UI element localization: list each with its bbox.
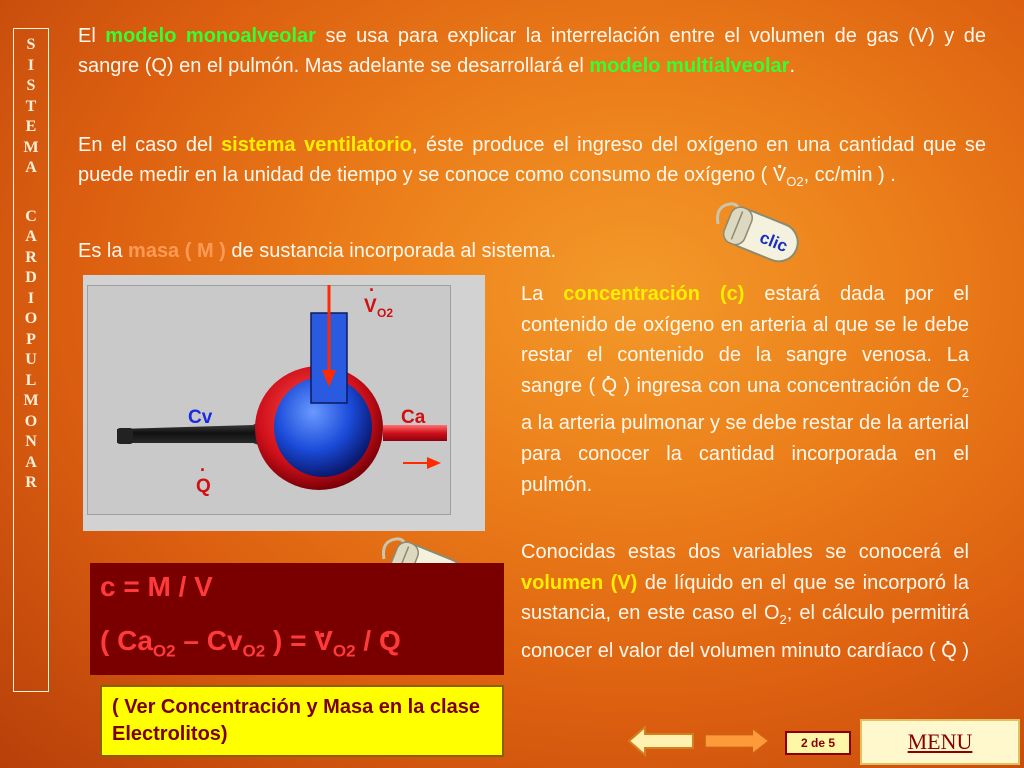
- sidebar-letter: S: [26, 36, 36, 53]
- link-multialveolar: modelo multialveolar: [589, 54, 790, 77]
- svg-text:O2: O2: [377, 306, 394, 320]
- sidebar-letter: I: [27, 289, 35, 307]
- svg-text:.: .: [369, 275, 375, 295]
- sidebar-letter: R: [25, 474, 37, 491]
- formula-line-2: ( $Ca_{O2} - Cv_{O2}$ ) = . $V_{O2}$ / . Q: [100, 625, 401, 662]
- sidebar-title: [13, 28, 49, 692]
- q-label: Q: [196, 476, 211, 497]
- formula-box: [90, 563, 504, 675]
- ventilatory-paragraph: En el caso del sistema ventilatorio, éste produce el ingreso del oxígeno en una cantidad que se puede medir en la unidad de tiempo y se conoce como consumo de oxígeno ( . $V_{O2}$, cc/min ) .: [78, 131, 986, 196]
- sidebar-letter: O: [24, 412, 38, 430]
- sidebar-letter: N: [25, 433, 37, 450]
- sidebar-letter: T: [25, 97, 37, 115]
- volume-paragraph: Conocidas estas dos variables se conocerá el volumen (V) de líquido en el que se incorporó la sustancia, en este caso el $O_2$; el cálculo permitirá conocer el valor del volumen minuto cardíaco ( . Q ): [521, 537, 969, 666]
- menu-button[interactable]: MENU: [860, 719, 1020, 765]
- sidebar-letter: S: [26, 77, 36, 94]
- vo2-label: V: [364, 296, 377, 317]
- clic-label: clic: [757, 227, 791, 257]
- sidebar-letter: U: [25, 351, 37, 368]
- clic-button-1[interactable]: [710, 198, 802, 270]
- term-concentracion: concentración (c): [563, 283, 745, 305]
- term-masa: masa ( M ): [128, 240, 226, 262]
- intro-paragraph: El modelo monoalveolar se usa para explicar la interrelación entre el volumen de gas (V) y de sangre (Q) en el pulmón. Mas adelante se desarrollará el modelo multialveolar.: [78, 25, 987, 77]
- arterial-flow-arrow: [427, 457, 441, 469]
- cv-label: Cv: [188, 407, 213, 428]
- sidebar-letter: A: [25, 159, 37, 176]
- prev-arrow-icon[interactable]: [627, 725, 695, 757]
- term-sistema-ventilatorio: sistema ventilatorio: [221, 134, 412, 156]
- sidebar-letter: C: [25, 207, 37, 225]
- sidebar-letter: L: [25, 371, 37, 389]
- sidebar-letter: I: [27, 56, 35, 74]
- sidebar-letter: R: [25, 248, 37, 266]
- svg-text:.: .: [200, 455, 206, 475]
- sidebar-letter: O: [24, 310, 38, 327]
- sidebar-letter: M: [23, 138, 39, 156]
- mass-paragraph: Es la masa ( M ) de sustancia incorporada al sistema.: [78, 240, 557, 262]
- next-arrow-icon[interactable]: [703, 725, 771, 757]
- concentration-paragraph: La concentración (c) estará dada por el contenido de oxígeno en arteria al que se le debe restar el contenido de la sangre venosa. La sangre ( . Q ) ingresa con una concentración de $O_2$ a la arteria pulmonar y se debe restar de la arterial para conocer la cantidad incorporada en el pulmón.: [521, 279, 969, 500]
- sidebar-letter: D: [25, 269, 37, 286]
- monoalveolar-diagram: [83, 275, 485, 531]
- sidebar-letter: A: [25, 228, 37, 245]
- reference-note: ( Ver Concentración y Masa en la clase Electrolitos): [100, 685, 504, 757]
- ca-label: Ca: [401, 407, 426, 428]
- link-monoalveolar: modelo monoalveolar: [105, 25, 316, 47]
- page-indicator: 2 de 5: [785, 731, 851, 755]
- sidebar-letter: E: [25, 118, 37, 135]
- sidebar-letter: A: [25, 453, 37, 471]
- sidebar-letter: M: [23, 392, 39, 409]
- sidebar-letter: P: [26, 330, 36, 348]
- term-volumen: volumen (V): [521, 571, 638, 594]
- formula-line-1: c = M / V: [100, 571, 213, 602]
